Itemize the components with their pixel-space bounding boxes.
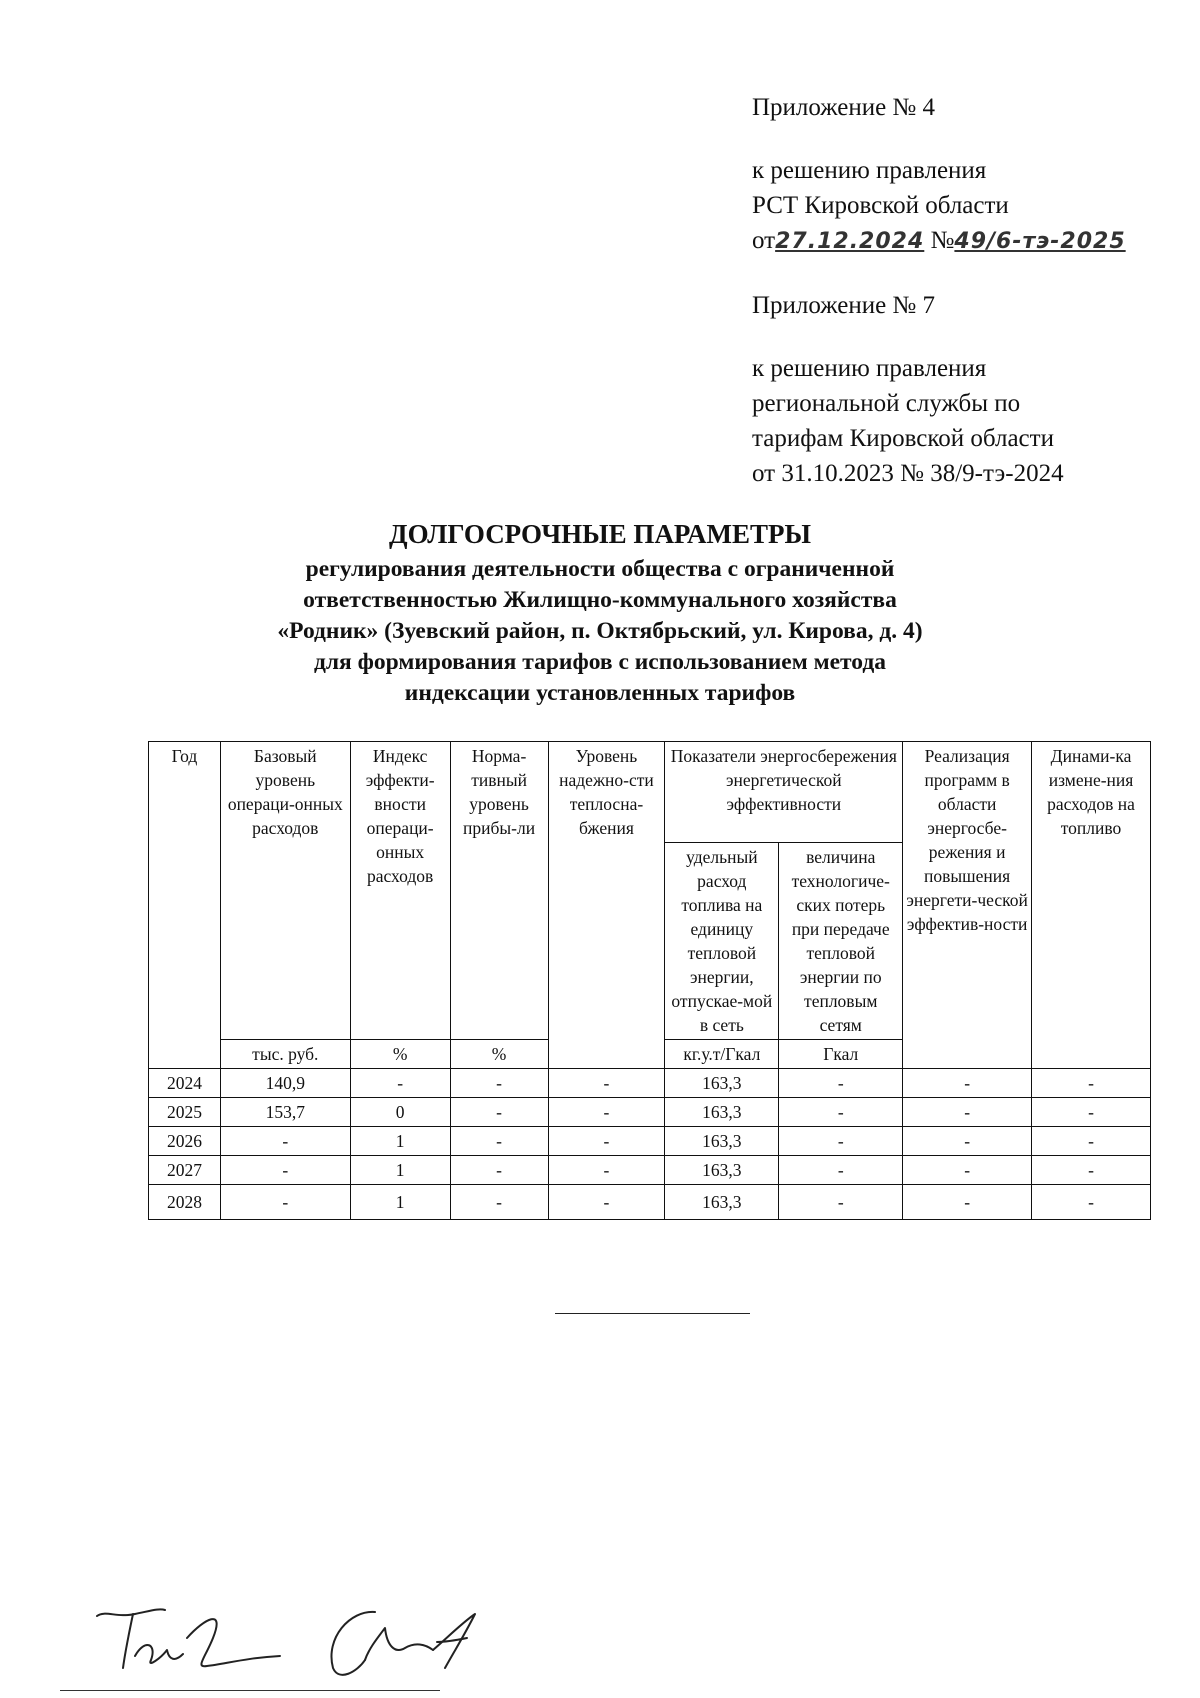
appendix-4-ref-line2: РСТ Кировской области xyxy=(752,192,1009,219)
appendix-7-ref-line1: к решению правления xyxy=(752,355,987,382)
cell-reliability: - xyxy=(548,1098,665,1127)
heading-line4: для формирования тарифов с использованием метода xyxy=(313,649,886,675)
parameters-table xyxy=(148,741,1151,1220)
document-heading xyxy=(150,514,1050,709)
cell-year: 2028 xyxy=(149,1185,221,1220)
table-row xyxy=(149,1098,1151,1127)
heading-main: ДОЛГОСРОЧНЫЕ ПАРАМЕТРЫ xyxy=(389,519,811,549)
cell-programs: - xyxy=(903,1185,1032,1220)
cell-base: - xyxy=(220,1185,350,1220)
cell-fuel: 163,3 xyxy=(665,1185,779,1220)
number-prefix: № xyxy=(930,227,955,254)
cell-profit: - xyxy=(450,1098,548,1127)
unit-profit-level: % xyxy=(450,1040,548,1069)
unit-fuel-rate: кг.у.т/Гкал xyxy=(665,1040,779,1069)
heading-line3: «Родник» (Зуевский район, п. Октябрьский, ул. Кирова, д. 4) xyxy=(277,618,923,644)
appendix-4-block xyxy=(752,90,1172,259)
cell-index: - xyxy=(350,1069,450,1098)
header-year: Год xyxy=(149,742,221,1040)
cell-losses: - xyxy=(779,1069,903,1098)
cell-base: - xyxy=(220,1127,350,1156)
handwritten-date: 27.12.2024 xyxy=(775,229,925,254)
unit-efficiency-index: % xyxy=(350,1040,450,1069)
header-fuel-dynamics: Динами-ка измене-ния расходов на топливо xyxy=(1032,742,1151,1069)
header-reliability: Уровень надежно-сти теплосна-бжения xyxy=(548,742,665,1069)
cell-dynamics: - xyxy=(1032,1069,1151,1098)
cell-fuel: 163,3 xyxy=(665,1156,779,1185)
cell-reliability: - xyxy=(548,1185,665,1220)
appendix-4-date-number xyxy=(752,223,1172,259)
cell-programs: - xyxy=(903,1156,1032,1185)
cell-fuel: 163,3 xyxy=(665,1127,779,1156)
cell-fuel: 163,3 xyxy=(665,1098,779,1127)
cell-base: 153,7 xyxy=(220,1098,350,1127)
appendix-7-ref-line2: региональной службы по xyxy=(752,390,1021,417)
cell-base: 140,9 xyxy=(220,1069,350,1098)
cell-index: 1 xyxy=(350,1127,450,1156)
cell-programs: - xyxy=(903,1127,1032,1156)
cell-index: 1 xyxy=(350,1156,450,1185)
appendix-7-ref-line3: тарифам Кировской области xyxy=(752,425,1054,452)
cell-reliability: - xyxy=(548,1156,665,1185)
cell-dynamics: - xyxy=(1032,1156,1151,1185)
header-row-1 xyxy=(149,742,1151,843)
table-row xyxy=(149,1185,1151,1220)
end-separator-line xyxy=(555,1313,750,1314)
header-base-costs: Базовый уровень операци-онных расходов xyxy=(220,742,350,1040)
cell-losses: - xyxy=(779,1156,903,1185)
date-prefix: от xyxy=(752,227,776,254)
table-row xyxy=(149,1069,1151,1098)
heading-line1: регулирования деятельности общества с ограниченной xyxy=(305,556,895,582)
cell-profit: - xyxy=(450,1127,548,1156)
heading-line5: индексации установленных тарифов xyxy=(404,680,796,706)
cell-year: 2027 xyxy=(149,1156,221,1185)
footer-line xyxy=(60,1690,440,1691)
cell-index: 1 xyxy=(350,1185,450,1220)
cell-fuel: 163,3 xyxy=(665,1069,779,1098)
cell-year: 2025 xyxy=(149,1098,221,1127)
cell-profit: - xyxy=(450,1069,548,1098)
header-losses: величина технологиче-ских потерь при передаче тепловой энергии по тепловым сетям xyxy=(779,843,903,1040)
header-programs: Реализация программ в области энергосбе-режения и повышения энергети-ческой эффектив-ности xyxy=(903,742,1032,1069)
unit-year-blank xyxy=(149,1040,221,1069)
cell-dynamics: - xyxy=(1032,1098,1151,1127)
cell-losses: - xyxy=(779,1185,903,1220)
cell-dynamics: - xyxy=(1032,1127,1151,1156)
header-energy-group: Показатели энергосбережения энергетической эффективности xyxy=(665,742,903,843)
appendix-4-title: Приложение № 4 xyxy=(752,94,936,121)
cell-dynamics: - xyxy=(1032,1185,1151,1220)
appendix-7-ref-line4: от 31.10.2023 № 38/9-тэ-2024 xyxy=(752,460,1064,487)
appendix-7-title: Приложение № 7 xyxy=(752,292,936,319)
unit-losses: Гкал xyxy=(779,1040,903,1069)
cell-reliability: - xyxy=(548,1127,665,1156)
cell-profit: - xyxy=(450,1185,548,1220)
handwritten-number: 49/6-тэ-2025 xyxy=(954,229,1126,254)
cell-profit: - xyxy=(450,1156,548,1185)
header-efficiency-index: Индекс эффекти-вности операци-онных расходов xyxy=(350,742,450,1040)
cell-year: 2024 xyxy=(149,1069,221,1098)
cell-losses: - xyxy=(779,1127,903,1156)
handwritten-signature xyxy=(95,1598,525,1688)
header-profit-level: Норма-тивный уровень прибы-ли xyxy=(450,742,548,1040)
header-fuel-rate: удельный расход топлива на единицу тепловой энергии, отпускае-мой в сеть xyxy=(665,843,779,1040)
cell-reliability: - xyxy=(548,1069,665,1098)
appendix-4-ref-line1: к решению правления xyxy=(752,157,987,184)
table-row xyxy=(149,1127,1151,1156)
cell-programs: - xyxy=(903,1098,1032,1127)
heading-line2: ответственностью Жилищно-коммунального хозяйства xyxy=(303,587,897,613)
cell-programs: - xyxy=(903,1069,1032,1098)
appendix-7-block xyxy=(752,288,1172,491)
cell-year: 2026 xyxy=(149,1127,221,1156)
table-row xyxy=(149,1156,1151,1185)
cell-index: 0 xyxy=(350,1098,450,1127)
cell-base: - xyxy=(220,1156,350,1185)
unit-base-costs: тыс. руб. xyxy=(220,1040,350,1069)
cell-losses: - xyxy=(779,1098,903,1127)
